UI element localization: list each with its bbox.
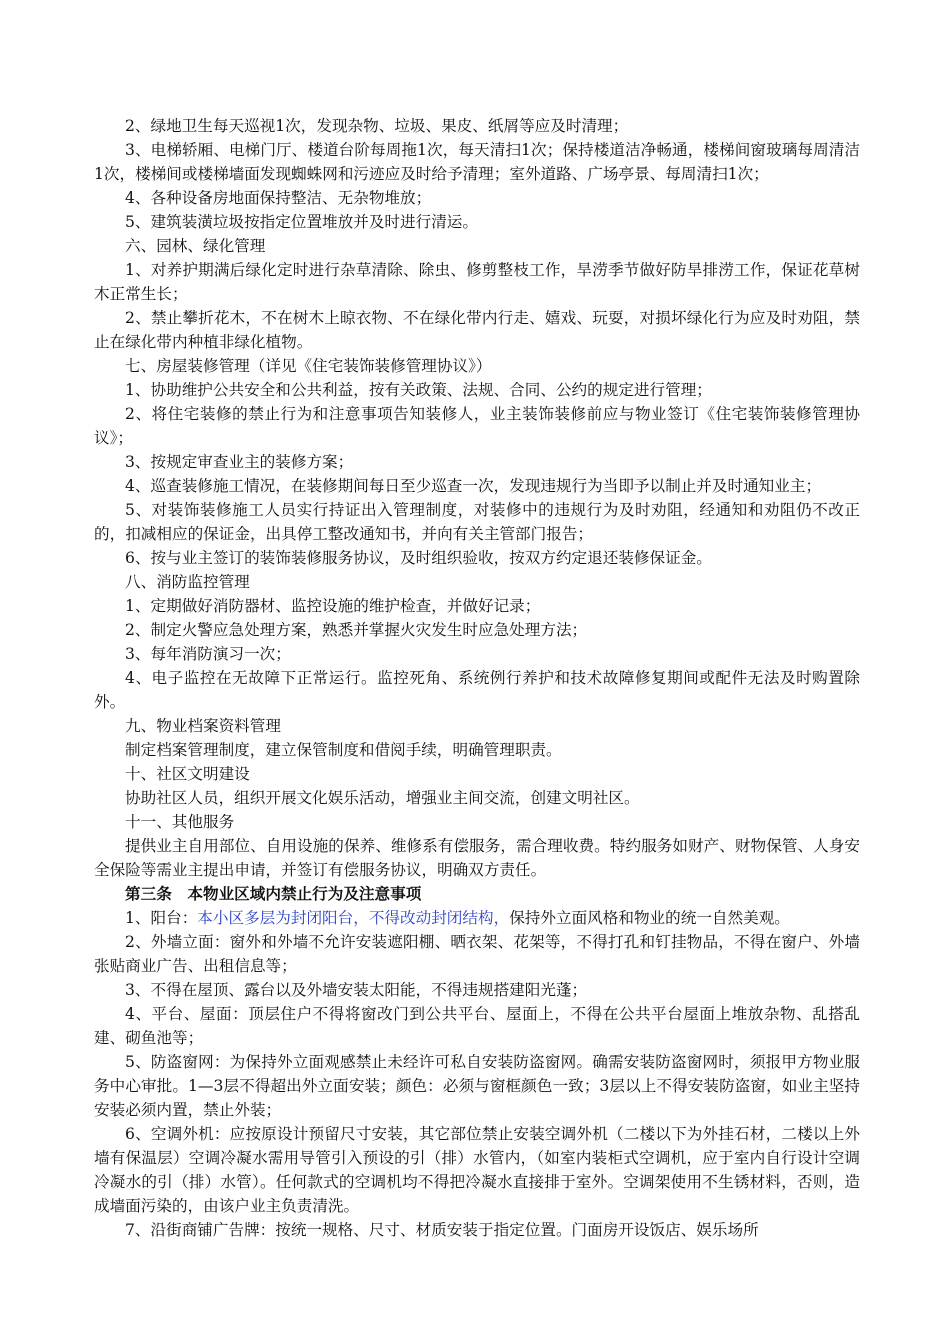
paragraph: 1、定期做好消防器材、监控设施的维护检查，并做好记录； <box>125 597 541 615</box>
paragraph: 4、平台、屋面：顶层住户不得将窗改门到公共平台、屋面上，不得在公共平台屋面上堆放杂物、乱搭乱建、砌鱼池等； <box>94 1005 860 1047</box>
section-heading: 六、园林、绿化管理 <box>125 237 266 255</box>
balcony-rule-suffix: 保持外立面风格和物业的统一自然美观。 <box>509 909 790 927</box>
paragraph: 3、每年消防演习一次； <box>125 645 291 663</box>
paragraph: 4、各种设备房地面保持整洁、无杂物堆放； <box>125 189 432 207</box>
section-heading: 十、社区文明建设 <box>125 765 250 783</box>
paragraph: 1、协助维护公共安全和公共利益，按有关政策、法规、合同、公约的规定进行管理； <box>125 381 712 399</box>
section-heading: 七、房屋装修管理（详见《住宅装饰装修管理协议》） <box>125 357 492 375</box>
paragraph: 6、按与业主签订的装饰装修服务协议，及时组织验收，按双方约定退还装修保证金。 <box>125 549 712 567</box>
paragraph: 2、将住宅装修的禁止行为和注意事项告知装修人，业主装饰装修前应与物业签订《住宅装饰装修管理协议》； <box>94 405 860 447</box>
paragraph: 3、按规定审查业主的装修方案； <box>125 453 354 471</box>
paragraph: 3、电梯轿厢、电梯门厅、楼道台阶每周拖1次，每天清扫1次；保持楼道洁净畅通，楼梯间窗玻璃每周清洁1次，楼梯间或楼梯墙面发现蜘蛛网和污迹应及时给予清理；室外道路、广场亭景、每周清扫1次； <box>94 141 860 183</box>
article-heading: 第三条 本物业区域内禁止行为及注意事项 <box>125 885 422 903</box>
paragraph: 2、外墙立面：窗外和外墙不允许安装遮阳棚、晒衣架、花架等，不得打孔和钉挂物品，不得在窗户、外墙张贴商业广告、出租信息等； <box>94 933 860 975</box>
paragraph: 6、空调外机：应按原设计预留尺寸安装，其它部位禁止安装空调外机（二楼以下为外挂石材，二楼以上外墙有保温层）空调冷凝水需用导管引入预设的引（排）水管内，（如室内装柜式空调机，应于室内自行设计空调冷凝水的引（排）水管）。任何款式的空调机均不得把冷凝水直接排于室外。空调架使用不生锈材料，否则，造成墙面污染的，由该户业主负责清洗。 <box>94 1125 860 1215</box>
paragraph: 制定档案管理制度，建立保管制度和借阅手续，明确管理职责。 <box>125 741 562 759</box>
section-heading: 九、物业档案资料管理 <box>125 717 281 735</box>
paragraph: 1、对养护期满后绿化定时进行杂草清除、除虫、修剪整枝工作，旱涝季节做好防旱排涝工作，保证花草树木正常生长； <box>94 261 860 303</box>
paragraph: 提供业主自用部位、自用设施的保养、维修系有偿服务，需合理收费。特约服务如财产、财物保管、人身安全保险等需业主提出申请，并签订有偿服务协议，明确双方责任。 <box>94 837 860 879</box>
paragraph: 4、电子监控在无故障下正常运行。监控死角、系统例行养护和技术故障修复期间或配件无法及时购置除外。 <box>94 669 860 711</box>
section-heading: 八、消防监控管理 <box>125 573 250 591</box>
balcony-rule <box>94 906 860 930</box>
paragraph: 3、不得在屋顶、露台以及外墙安装太阳能，不得违规搭建阳光蓬； <box>125 981 588 999</box>
paragraph: 4、巡查装修施工情况，在装修期间每日至少巡查一次，发现违规行为当即予以制止并及时通知业主； <box>125 477 822 495</box>
paragraph: 2、绿地卫生每天巡视1次，发现杂物、垃圾、果皮、纸屑等应及时清理； <box>125 117 629 135</box>
paragraph: 2、禁止攀折花木，不在树木上晾衣物、不在绿化带内行走、嬉戏、玩耍，对损坏绿化行为应及时劝阻，禁止在绿化带内种植非绿化植物。 <box>94 309 860 351</box>
section-heading: 十一、其他服务 <box>125 813 235 831</box>
paragraph: 5、建筑装潢垃圾按指定位置堆放并及时进行清运。 <box>125 213 478 231</box>
document-page <box>94 114 860 1242</box>
paragraph: 协助社区人员，组织开展文化娱乐活动，增强业主间交流，创建文明社区。 <box>125 789 640 807</box>
paragraph: 5、防盗窗网：为保持外立面观感禁止未经许可私自安装防盗窗网。确需安装防盗窗网时，须报甲方物业服务中心审批。1—3层不得超出外立面安装；颜色：必须与窗框颜色一致；3层以上不得安装防盗窗，如业主坚持安装必须内置，禁止外装； <box>94 1053 860 1119</box>
balcony-rule-highlight: 本小区多层为封闭阳台，不得改动封闭结构， <box>197 909 510 927</box>
paragraph: 5、对装饰装修施工人员实行持证出入管理制度，对装修中的违规行为及时劝阻，经通知和劝阻仍不改正的，扣减相应的保证金，出具停工整改通知书，并向有关主管部门报告； <box>94 501 860 543</box>
paragraph: 7、沿街商铺广告牌：按统一规格、尺寸、材质安装于指定位置。门面房开设饭店、娱乐场所 <box>125 1221 759 1239</box>
paragraph: 2、制定火警应急处理方案，熟悉并掌握火灾发生时应急处理方法； <box>125 621 588 639</box>
balcony-rule-prefix: 1、阳台： <box>125 909 198 927</box>
